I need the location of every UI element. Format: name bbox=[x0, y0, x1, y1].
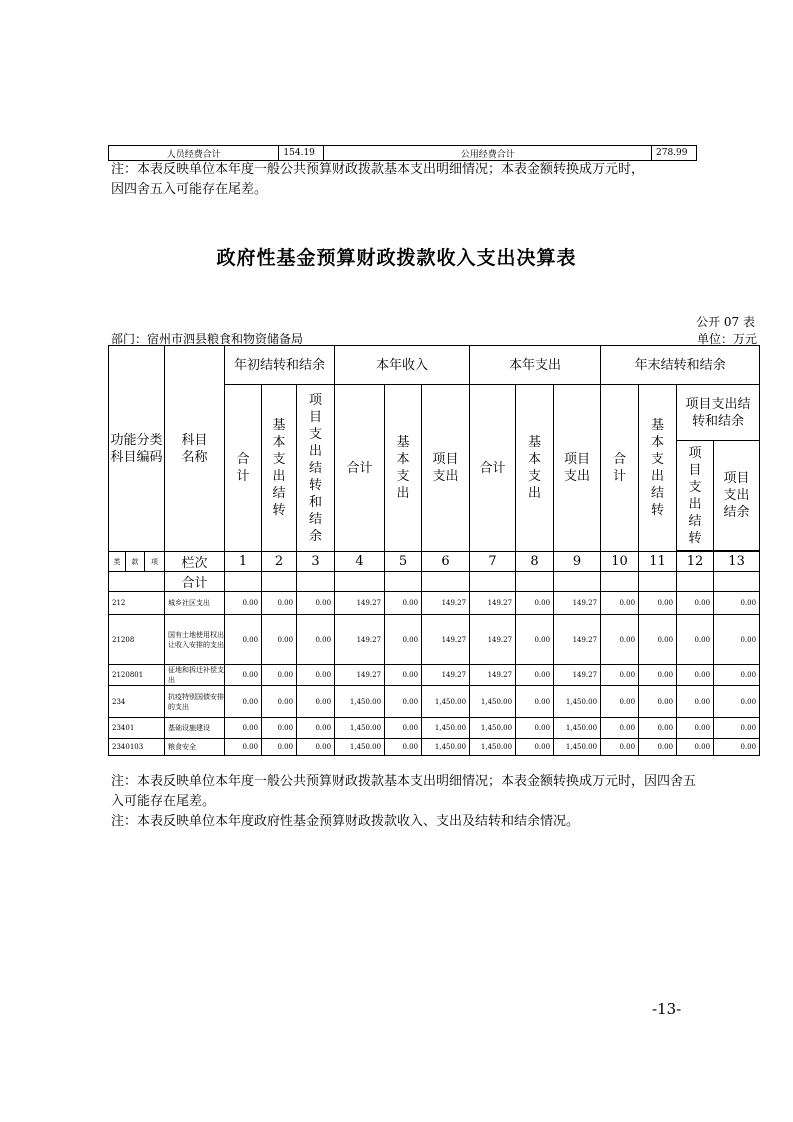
cell-col-13: 0.00 bbox=[714, 665, 760, 686]
note-top-line1: 注：本表反映单位本年度一般公共预算财政拨款基本支出明细情况；本表金额转换成万元时， bbox=[111, 162, 645, 177]
cell-col-9: 1,450.00 bbox=[554, 739, 601, 756]
header-expense-project: 项目支出 bbox=[554, 385, 601, 552]
cell-col-1: 0.00 bbox=[225, 686, 262, 718]
cell-col-3: 0.00 bbox=[297, 686, 335, 718]
col-num-13: 13 bbox=[714, 552, 760, 572]
cell-col-1: 0.00 bbox=[225, 665, 262, 686]
table-row bbox=[109, 739, 760, 756]
cell-col-13: 0.00 bbox=[714, 739, 760, 756]
cell-col-8: 0.00 bbox=[516, 665, 554, 686]
cell-col-1: 0.00 bbox=[225, 739, 262, 756]
col-num-4: 4 bbox=[335, 552, 385, 572]
row-subject-name: 基础设施建设 bbox=[165, 718, 225, 739]
cell-col-10: 0.00 bbox=[601, 718, 639, 739]
cell-col-10: 0.00 bbox=[601, 739, 639, 756]
header-kuan: 款 bbox=[126, 552, 145, 572]
department: 部门：宿州市泗县粮食和物资储备局 bbox=[111, 332, 304, 346]
cell-col-1: 0.00 bbox=[225, 718, 262, 739]
row-code: 21208 bbox=[109, 615, 165, 665]
col-num-1: 1 bbox=[225, 552, 262, 572]
header-income-project: 项目支出 bbox=[422, 385, 470, 552]
row-code: 212 bbox=[109, 592, 165, 615]
cell-col-6: 149.27 bbox=[422, 615, 470, 665]
cell-col-7: 1,450.00 bbox=[470, 718, 516, 739]
personnel-value: 154.19 bbox=[279, 146, 324, 161]
cell-col-8: 0.00 bbox=[516, 718, 554, 739]
personnel-label: 人员经费合计 bbox=[109, 146, 279, 161]
cell-col-2: 0.00 bbox=[262, 739, 297, 756]
unit-label: 单位：万元 bbox=[696, 332, 757, 346]
header-begin-basic: 基本支出结转 bbox=[262, 385, 297, 552]
cell-col-2: 0.00 bbox=[262, 592, 297, 615]
table-row bbox=[109, 718, 760, 739]
cell-col-13: 0.00 bbox=[714, 686, 760, 718]
cell-col-4: 1,450.00 bbox=[335, 739, 385, 756]
cell-col-7: 149.27 bbox=[470, 665, 516, 686]
cell-col-6: 1,450.00 bbox=[422, 718, 470, 739]
form-number: 公开 07 表 bbox=[696, 315, 755, 329]
total-row-label: 合计 bbox=[165, 572, 225, 592]
cell-col-11: 0.00 bbox=[639, 665, 677, 686]
cell-col-1: 0.00 bbox=[225, 615, 262, 665]
header-income-total: 合计 bbox=[335, 385, 385, 552]
row-code: 2120801 bbox=[109, 665, 165, 686]
row-subject-name: 城乡社区支出 bbox=[165, 592, 225, 615]
fund-budget-table bbox=[108, 345, 760, 756]
table-row bbox=[109, 665, 760, 686]
expense-summary-table bbox=[108, 145, 697, 161]
col-num-7: 7 bbox=[470, 552, 516, 572]
cell-col-7: 1,450.00 bbox=[470, 686, 516, 718]
cell-col-5: 0.00 bbox=[385, 615, 422, 665]
cell-col-2: 0.00 bbox=[262, 686, 297, 718]
header-end-project-group: 项目支出结转和结余 bbox=[677, 385, 760, 441]
col-num-3: 3 bbox=[297, 552, 335, 572]
cell-col-13: 0.00 bbox=[714, 718, 760, 739]
public-label: 公用经费合计 bbox=[324, 146, 652, 161]
note-bottom-line3: 注：本表反映单位本年度政府性基金预算财政拨款收入、支出及结转和结余情况。 bbox=[111, 814, 580, 829]
col-num-8: 8 bbox=[516, 552, 554, 572]
col-num-5: 5 bbox=[385, 552, 422, 572]
header-end-group: 年末结转和结余 bbox=[601, 346, 760, 385]
row-code: 23401 bbox=[109, 718, 165, 739]
cell-col-13: 0.00 bbox=[714, 615, 760, 665]
table-row bbox=[109, 686, 760, 718]
cell-col-12: 0.00 bbox=[677, 665, 714, 686]
cell-col-1: 0.00 bbox=[225, 592, 262, 615]
cell-col-10: 0.00 bbox=[601, 592, 639, 615]
cell-col-9: 1,450.00 bbox=[554, 718, 601, 739]
cell-col-3: 0.00 bbox=[297, 592, 335, 615]
col-num-9: 9 bbox=[554, 552, 601, 572]
cell-col-8: 0.00 bbox=[516, 615, 554, 665]
cell-col-4: 149.27 bbox=[335, 592, 385, 615]
cell-col-8: 0.00 bbox=[516, 739, 554, 756]
cell-col-7: 149.27 bbox=[470, 592, 516, 615]
row-subject-name: 征地和拆迁补偿支出 bbox=[165, 665, 225, 686]
cell-col-5: 0.00 bbox=[385, 718, 422, 739]
table-row bbox=[109, 615, 760, 665]
cell-col-11: 0.00 bbox=[639, 718, 677, 739]
note-top-line2: 因四舍五入可能存在尾差。 bbox=[111, 182, 268, 197]
cell-col-4: 1,450.00 bbox=[335, 718, 385, 739]
header-xiang: 项 bbox=[145, 552, 165, 572]
header-subject: 科目名称 bbox=[165, 346, 225, 552]
cell-col-11: 0.00 bbox=[639, 615, 677, 665]
cell-col-4: 149.27 bbox=[335, 615, 385, 665]
cell-col-9: 149.27 bbox=[554, 615, 601, 665]
row-code: 234 bbox=[109, 686, 165, 718]
table-row bbox=[109, 592, 760, 615]
row-subject-name: 粮食安全 bbox=[165, 739, 225, 756]
note-bottom-line1: 注：本表反映单位本年度一般公共预算财政拨款基本支出明细情况；本表金额转换成万元时，因四舍五 bbox=[111, 774, 697, 789]
col-num-2: 2 bbox=[262, 552, 297, 572]
cell-col-11: 0.00 bbox=[639, 686, 677, 718]
row-subject-name: 抗疫特别国债安排的支出 bbox=[165, 686, 225, 718]
cell-col-10: 0.00 bbox=[601, 686, 639, 718]
cell-col-5: 0.00 bbox=[385, 665, 422, 686]
header-income-basic: 基本支出 bbox=[385, 385, 422, 552]
cell-col-5: 0.00 bbox=[385, 739, 422, 756]
header-begin-total: 合计 bbox=[225, 385, 262, 552]
cell-col-7: 1,450.00 bbox=[470, 739, 516, 756]
col-num-12: 12 bbox=[677, 552, 714, 572]
cell-col-11: 0.00 bbox=[639, 592, 677, 615]
row-code: 2340103 bbox=[109, 739, 165, 756]
cell-col-5: 0.00 bbox=[385, 686, 422, 718]
cell-col-3: 0.00 bbox=[297, 665, 335, 686]
cell-col-10: 0.00 bbox=[601, 615, 639, 665]
cell-col-4: 149.27 bbox=[335, 665, 385, 686]
header-begin-project: 项目支出结转和结余 bbox=[297, 385, 335, 552]
row-subject-name: 国有土地使用权出让收入安排的支出 bbox=[165, 615, 225, 665]
note-bottom-line2: 入可能存在尾差。 bbox=[111, 794, 216, 809]
cell-col-2: 0.00 bbox=[262, 718, 297, 739]
header-end-project-balance: 项目支出结余 bbox=[714, 441, 760, 551]
cell-col-13: 0.00 bbox=[714, 592, 760, 615]
header-end-total: 合计 bbox=[601, 385, 639, 552]
header-expense-group: 本年支出 bbox=[470, 346, 601, 385]
header-end-basic: 基本支出结转 bbox=[639, 385, 677, 552]
cell-col-3: 0.00 bbox=[297, 615, 335, 665]
cell-col-2: 0.00 bbox=[262, 665, 297, 686]
header-expense-basic: 基本支出 bbox=[516, 385, 554, 552]
cell-col-6: 149.27 bbox=[422, 665, 470, 686]
col-num-11: 11 bbox=[639, 552, 677, 572]
cell-col-3: 0.00 bbox=[297, 739, 335, 756]
cell-col-12: 0.00 bbox=[677, 615, 714, 665]
cell-col-9: 1,450.00 bbox=[554, 686, 601, 718]
public-value: 278.99 bbox=[652, 146, 697, 161]
header-lei: 类 bbox=[109, 552, 126, 572]
cell-col-6: 1,450.00 bbox=[422, 686, 470, 718]
cell-col-5: 0.00 bbox=[385, 592, 422, 615]
cell-col-12: 0.00 bbox=[677, 592, 714, 615]
header-begin-group: 年初结转和结余 bbox=[225, 346, 335, 385]
header-end-project-carry: 项目支出结转 bbox=[677, 441, 714, 551]
col-num-10: 10 bbox=[601, 552, 639, 572]
cell-col-12: 0.00 bbox=[677, 718, 714, 739]
header-income-group: 本年收入 bbox=[335, 346, 470, 385]
cell-col-11: 0.00 bbox=[639, 739, 677, 756]
header-expense-total: 合计 bbox=[470, 385, 516, 552]
cell-col-6: 149.27 bbox=[422, 592, 470, 615]
row-label: 栏次 bbox=[165, 552, 225, 572]
page-number: -13- bbox=[652, 1000, 682, 1018]
cell-col-7: 149.27 bbox=[470, 615, 516, 665]
cell-col-2: 0.00 bbox=[262, 615, 297, 665]
page-title: 政府性基金预算财政拨款收入支出决算表 bbox=[216, 247, 577, 269]
cell-col-4: 1,450.00 bbox=[335, 686, 385, 718]
cell-col-8: 0.00 bbox=[516, 686, 554, 718]
cell-col-12: 0.00 bbox=[677, 739, 714, 756]
cell-col-8: 0.00 bbox=[516, 592, 554, 615]
header-func-code: 功能分类科目编码 bbox=[109, 346, 165, 552]
cell-col-9: 149.27 bbox=[554, 665, 601, 686]
cell-col-6: 1,450.00 bbox=[422, 739, 470, 756]
cell-col-10: 0.00 bbox=[601, 665, 639, 686]
col-num-6: 6 bbox=[422, 552, 470, 572]
cell-col-12: 0.00 bbox=[677, 686, 714, 718]
cell-col-3: 0.00 bbox=[297, 718, 335, 739]
cell-col-9: 149.27 bbox=[554, 592, 601, 615]
